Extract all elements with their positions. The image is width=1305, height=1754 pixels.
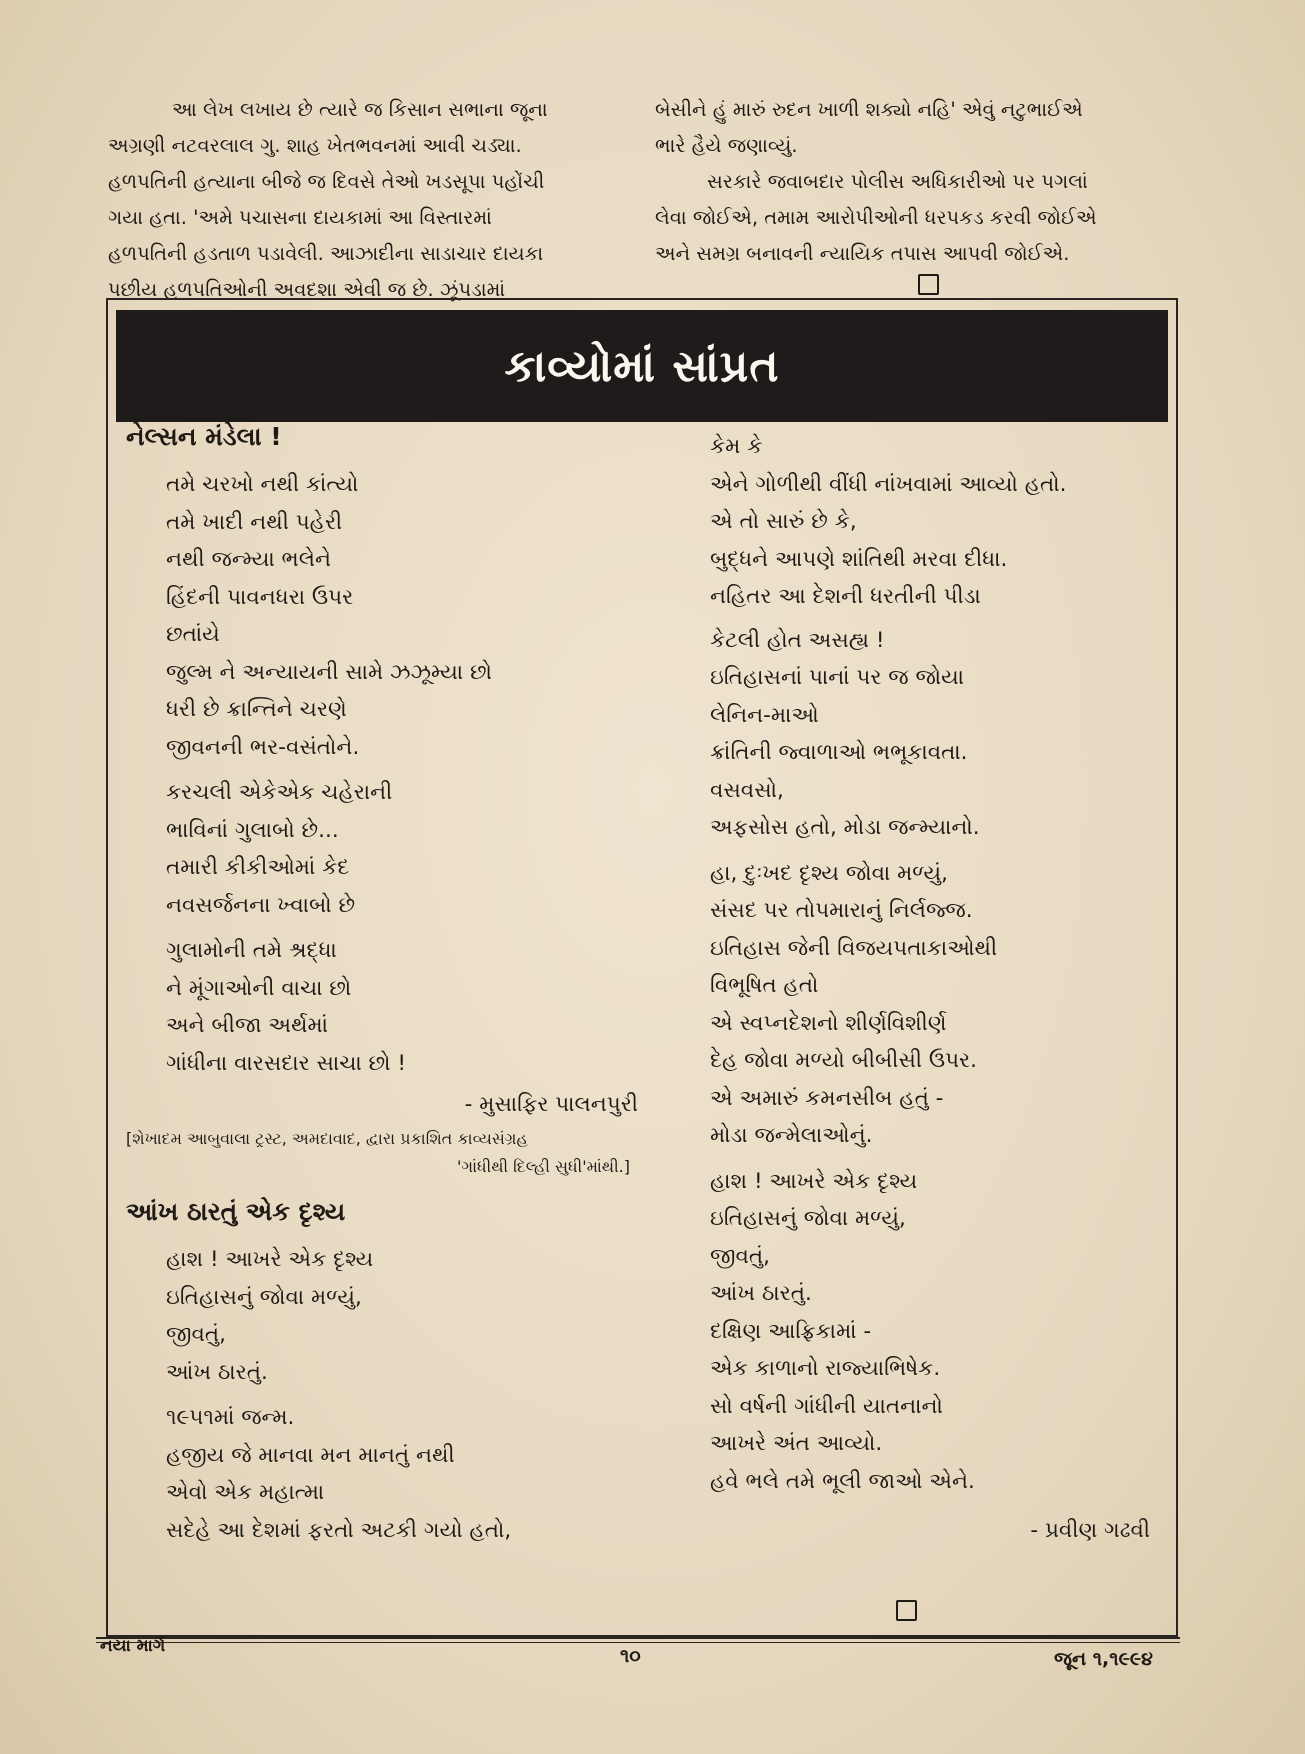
poem-title: નેલ્સન મંડેલા !	[126, 422, 282, 451]
poem-line: જીવતું,	[166, 1322, 226, 1347]
article-line: બેસીને હું મારું રુદન ખાળી શક્યો નહિ' એવું નટુભાઈએ	[655, 98, 1083, 121]
poem-line: કેમ કે	[710, 434, 763, 459]
poem-author: - પ્રવીણ ગઢવી	[1030, 1518, 1150, 1543]
poetry-column-left	[126, 418, 646, 1549]
poem-line: એક કાળાનો રાજ્યાભિષેક.	[710, 1356, 941, 1381]
poetry-column-right	[710, 428, 1150, 1543]
poem-line: અફસોસ હતો, મોડા જન્મ્યાનો.	[710, 815, 980, 840]
poem-stanza	[126, 1241, 646, 1391]
poem-line: ઇતિહાસનું જોવા મળ્યું,	[710, 1206, 906, 1231]
poem-line: તમે ખાદી નથી પહેરી	[166, 509, 343, 535]
poem-line: હવે ભલે તમે ભૂલી જાઓ એને.	[710, 1468, 975, 1494]
poem-line: ગાંધીના વારસદાર સાચા છો !	[166, 1050, 406, 1076]
poem-line: વિભૂષિત હતો	[710, 973, 819, 998]
poem-line: જીવતું,	[710, 1243, 770, 1269]
article-line: હળપતિની હડતાળ પડાવેલી. આઝાદીના સાડાચાર દાયકા	[108, 242, 544, 265]
poem-title: આંખ ઠારતું એક દૃશ્ય	[126, 1197, 346, 1226]
article-line: આ લેખ લખાય છે ત્યારે જ કિસાન સભાના જૂના	[172, 98, 548, 121]
poem-line: નથી જન્મ્યા ભલેને	[166, 547, 332, 572]
poem-line: સદેહે આ દેશમાં ફરતો અટકી ગયો હતો,	[166, 1517, 512, 1543]
article-line: અને સમગ્ર બનાવની ન્યાયિક તપાસ આપવી જોઈએ.	[655, 242, 1070, 265]
footer-page-number: ૧૦	[620, 1645, 641, 1667]
poem-line: ૧૯૫૧માં જન્મ.	[166, 1405, 295, 1430]
poem-line: સો વર્ષની ગાંધીની યાતનાનો	[710, 1393, 943, 1419]
poem-line: ભાવિનાં ગુલાબો છે...	[166, 817, 339, 843]
poem-line: હાશ ! આખરે એક દૃશ્ય	[166, 1247, 374, 1272]
poem-end-mark	[896, 1600, 917, 1621]
poem-line: એ સ્વપ્નદેશનો શીર્ણવિશીર્ણ	[710, 1010, 947, 1036]
poem-line: નહિતર આ દેશની ધરતીની પીડા	[710, 584, 981, 609]
poem-line: નવસર્જનના ખ્વાબો છે	[166, 892, 356, 918]
poem-stanza	[710, 428, 1150, 616]
poem-line: તમે ચરખો નથી કાંત્યો	[166, 472, 359, 497]
poem-body	[126, 1241, 646, 1549]
poem-line: એવો એક મહાત્મા	[166, 1480, 325, 1505]
poem-line: ધરી છે ક્રાન્તિને ચરણે	[166, 697, 347, 722]
article-line: ભારે હૈયે જણાવ્યું.	[655, 134, 798, 157]
poem-line: ક્રાંતિની જ્વાળાઓ ભભૂકાવતા.	[710, 740, 968, 765]
poem-line: એ અમારું કમનસીબ હતું -	[710, 1085, 944, 1111]
poem-stanza	[126, 932, 646, 1082]
poem-line: ને મૂંગાઓની વાચા છો	[166, 975, 352, 1001]
article-paragraph	[655, 92, 1180, 164]
poem-stanza	[126, 466, 646, 766]
footer-magazine-name: નયા માર્ગ	[100, 1636, 166, 1656]
poem-line: હાશ ! આખરે એક દૃશ્ય	[710, 1168, 918, 1194]
article-line: અગ્રણી નટવરલાલ ગુ. શાહ ખેતભવનમાં આવી ચડ્યા.	[108, 134, 522, 157]
footer-date: જૂન ૧,૧૯૯૪	[1054, 1648, 1153, 1670]
poem-line: વસવસો,	[710, 777, 784, 803]
poem-line: હિંદની પાવનધરા ઉપર	[166, 584, 354, 610]
poem-body	[126, 466, 646, 1082]
poem-line: આંખ ઠારતું.	[166, 1359, 268, 1385]
footer-rule	[96, 1637, 1180, 1639]
poem-line: આખરે અંત આવ્યો.	[710, 1431, 883, 1456]
article-column-left	[108, 92, 628, 308]
poem-line: એને ગોળીથી વીંધી નાંખવામાં આવ્યો હતો.	[710, 471, 1067, 497]
poem-stanza	[710, 1163, 1150, 1501]
poem-line: એ તો સારું છે કે,	[710, 509, 857, 534]
poem-line: જુલ્મ ને અન્યાયની સામે ઝઝૂમ્યા છો	[166, 659, 492, 685]
poem-line: મોડા જન્મેલાઓનું.	[710, 1123, 873, 1148]
poem-line: દેહ જોવા મળ્યો બીબીસી ઉપર.	[710, 1048, 977, 1073]
poem-line: હા, દુઃખદ દૃશ્ય જોવા મળ્યું,	[710, 860, 948, 886]
article-line: પછીય હળપતિઓની અવદશા એવી જ છે. ઝૂંપડામાં	[108, 278, 506, 301]
article-column-right	[655, 92, 1180, 272]
poem-line: આંખ ઠારતું.	[710, 1281, 812, 1306]
poem-line: ઇતિહાસ જેની વિજયપતાકાઓથી	[710, 935, 998, 961]
article-paragraph	[108, 92, 628, 308]
poem-author: - મુસાફિર પાલનપુરી	[464, 1092, 638, 1117]
poem-line: ગુલામોની તમે શ્રદ્ધા	[166, 938, 337, 963]
section-title: કાવ્યોમાં સાંપ્રત	[504, 340, 780, 392]
poem-line: કેટલી હોત અસહ્ય !	[710, 627, 885, 653]
poem-stanza	[710, 855, 1150, 1155]
poem-line: બુદ્ધને આપણે શાંતિથી મરવા દીધા.	[710, 546, 1008, 572]
poem-stanza	[126, 774, 646, 924]
poem-source-line: [શેખાદમ આબુવાલા ટ્રસ્ટ, અમદાવાદ, દ્વારા પ્રકાશિત કાવ્યસંગ્રહ	[126, 1129, 528, 1148]
article-line: હળપતિની હત્યાના બીજે જ દિવસે તેઓ ખડસૂપા પહોંચી	[108, 170, 545, 193]
poem-source-line: 'ગાંધીથી દિલ્હી સુધી'માંથી.]	[457, 1157, 630, 1176]
poem-line: તમારી કીકીઓમાં કેદ	[166, 855, 350, 880]
poem-stanza	[126, 1399, 646, 1549]
poem-line: હજીય જે માનવા મન માનતું નથી	[166, 1442, 455, 1468]
poem-line: ઇતિહાસનાં પાનાં પર જ જોયા	[710, 665, 965, 690]
poem-line: અને બીજા અર્થમાં	[166, 1013, 328, 1038]
footer-rule	[96, 1642, 1180, 1643]
article-line: સરકારે જવાબદાર પોલીસ અધિકારીઓ પર પગલાં	[707, 170, 1088, 193]
article-line: ગયા હતા. 'અમે પચાસના દાયકામાં આ વિસ્તારમાં	[108, 206, 492, 229]
poem-stanza	[710, 622, 1150, 847]
section-banner	[116, 310, 1168, 422]
poem-line: સંસદ પર તોપમારાનું નિર્લજ્જ.	[710, 898, 973, 923]
article-line: લેવા જોઈએ, તમામ આરોપીઓની ધરપકડ કરવી જોઈએ	[655, 206, 1097, 229]
poem-line: લેનિન-માઓ	[710, 702, 819, 728]
poem-line: ઇતિહાસનું જોવા મળ્યું,	[166, 1284, 362, 1310]
poem-line: છતાંયે	[166, 622, 220, 647]
poem-line: જીવનની ભર-વસંતોને.	[166, 734, 360, 760]
poem-line: કરચલી એકેએક ચહેરાની	[166, 780, 393, 805]
article-end-mark	[918, 274, 939, 295]
poem-line: દક્ષિણ આફ્રિકામાં -	[710, 1318, 872, 1344]
article-paragraph	[655, 164, 1180, 272]
